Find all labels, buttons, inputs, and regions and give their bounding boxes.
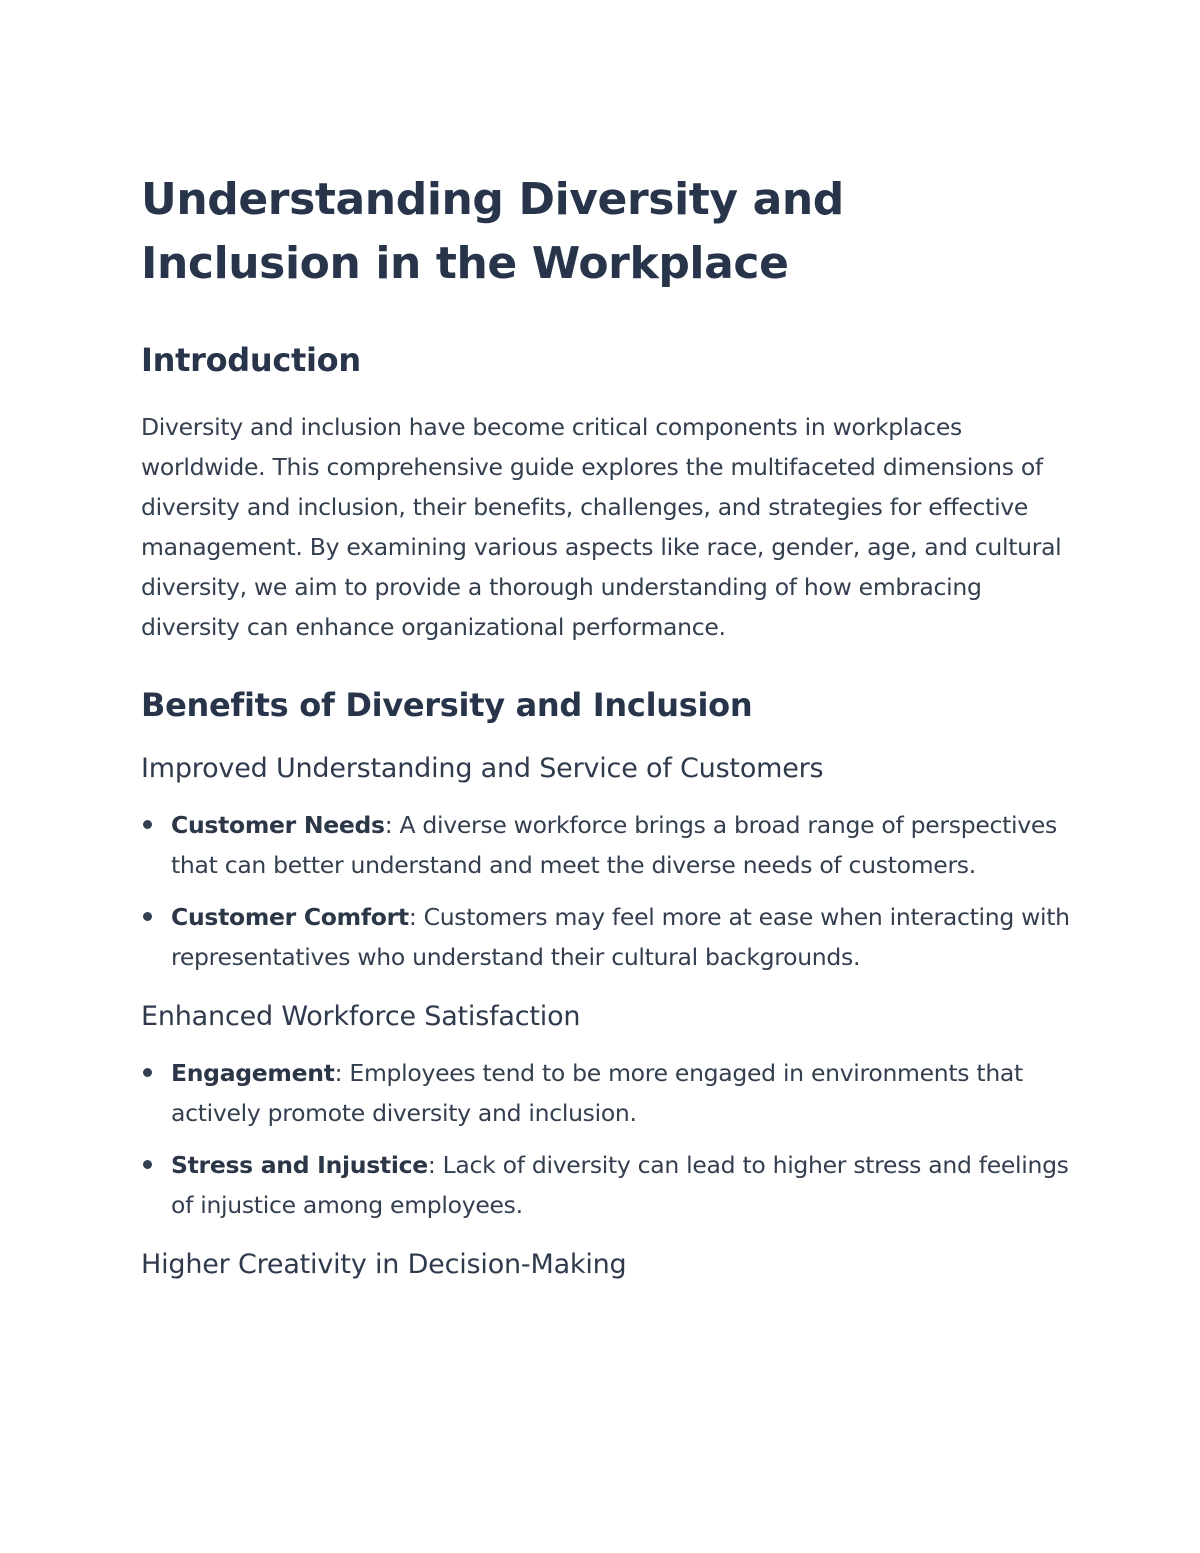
bullet-icon xyxy=(143,1160,152,1169)
list-item-text: : A diverse workforce brings a broad range of perspectives that can better understand and meet the diverse needs of customers. xyxy=(171,811,1057,879)
list-item-text: : Employees tend to be more engaged in environments that actively promote diversity and inclusion. xyxy=(171,1059,1023,1127)
bullet-icon xyxy=(143,820,152,829)
section-heading-satisfaction: Enhanced Workforce Satisfaction xyxy=(141,1001,581,1032)
list-item-term: Engagement xyxy=(171,1059,335,1087)
benefits-heading: Benefits of Diversity and Inclusion xyxy=(141,686,753,724)
bullet-icon xyxy=(143,912,152,921)
customers-list xyxy=(141,805,1071,977)
introduction-paragraph: Diversity and inclusion have become critical components in workplaces worldwide. This comprehensive guide explores the multifaceted dimensions of diversity and inclusion, their benefits, challenges, and strategies for effective management. By examining various aspects like race, gender, age, and cultural diversity, we aim to provide a thorough understanding of how embracing diversity can enhance organizational performance. xyxy=(141,413,1062,641)
list-item-term: Customer Needs xyxy=(171,811,385,839)
list-item xyxy=(141,897,1071,977)
list-item-text: : Customers may feel more at ease when interacting with representatives who understand their cultural backgrounds. xyxy=(171,903,1070,971)
list-item-text: : Lack of diversity can lead to higher stress and feelings of injustice among employees. xyxy=(171,1151,1069,1219)
document-title: Understanding Diversity and Inclusion in the Workplace xyxy=(141,174,844,289)
list-item xyxy=(141,1053,1071,1133)
bullet-icon xyxy=(143,1068,152,1077)
list-item-term: Customer Comfort xyxy=(171,903,409,931)
section-heading-customers: Improved Understanding and Service of Customers xyxy=(141,753,824,784)
introduction-heading: Introduction xyxy=(141,341,361,379)
list-item-term: Stress and Injustice xyxy=(171,1151,428,1179)
document-page xyxy=(141,168,1071,1285)
list-item xyxy=(141,805,1071,885)
section-heading-creativity: Higher Creativity in Decision-Making xyxy=(141,1249,627,1280)
list-item xyxy=(141,1145,1071,1225)
satisfaction-list xyxy=(141,1053,1071,1225)
